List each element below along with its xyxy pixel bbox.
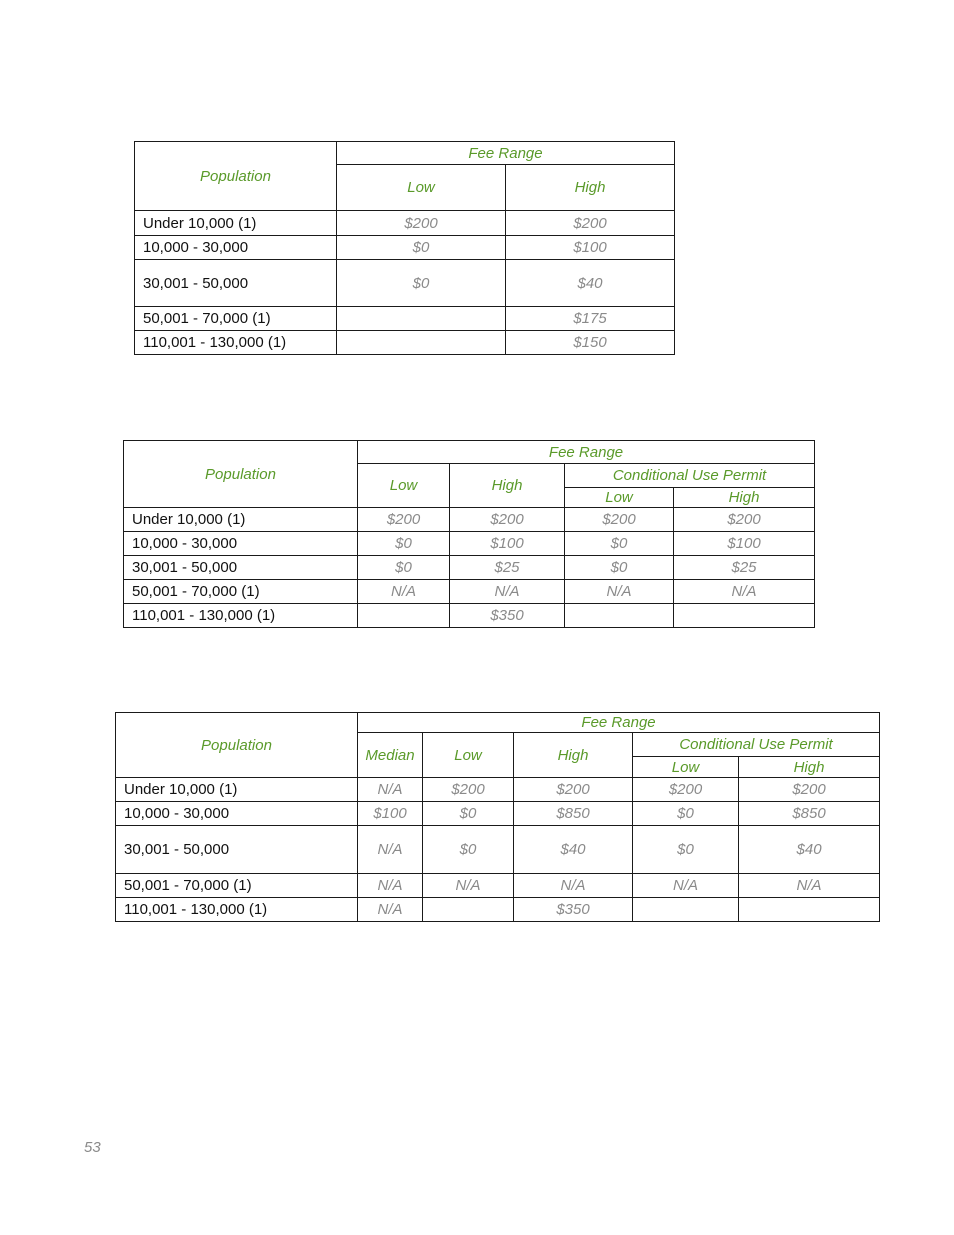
cup-high-value: $40 (739, 826, 880, 874)
table-row (124, 580, 815, 604)
low-value: N/A (423, 874, 514, 898)
fee-table-3 (115, 712, 880, 922)
low-value: $0 (358, 532, 450, 556)
cup-header: Conditional Use Permit (633, 733, 880, 757)
cup-high-value: $25 (674, 556, 815, 580)
cup-header: Conditional Use Permit (565, 464, 815, 488)
high-value: $150 (506, 331, 675, 355)
low-header: Low (337, 165, 506, 211)
low-value: $0 (358, 556, 450, 580)
cup-high-value (739, 898, 880, 922)
high-value: $175 (506, 307, 675, 331)
cup-high-header: High (674, 488, 815, 508)
cup-high-value (674, 604, 815, 628)
high-value: $200 (450, 508, 565, 532)
low-value: $200 (337, 211, 506, 236)
cup-high-value: N/A (674, 580, 815, 604)
row-label: 30,001 - 50,000 (116, 826, 358, 874)
cup-low-value: $0 (633, 826, 739, 874)
low-value: $0 (337, 260, 506, 307)
table-row (124, 556, 815, 580)
population-header: Population (135, 142, 337, 211)
population-header: Population (116, 713, 358, 778)
table-row (135, 331, 675, 355)
table-row (116, 778, 880, 802)
median-value: N/A (358, 826, 423, 874)
high-header: High (450, 464, 565, 508)
low-value: $0 (423, 802, 514, 826)
table-row (124, 508, 815, 532)
fee-range-header: Fee Range (358, 441, 815, 464)
row-label: 50,001 - 70,000 (1) (135, 307, 337, 331)
cup-low-value (633, 898, 739, 922)
row-label: 10,000 - 30,000 (135, 236, 337, 260)
high-value: $40 (506, 260, 675, 307)
row-label: 110,001 - 130,000 (1) (124, 604, 358, 628)
cup-high-value: $200 (674, 508, 815, 532)
row-label: 30,001 - 50,000 (124, 556, 358, 580)
cup-high-value: $850 (739, 802, 880, 826)
cup-low-value: $0 (565, 556, 674, 580)
cup-high-value: $100 (674, 532, 815, 556)
row-label: Under 10,000 (1) (116, 778, 358, 802)
row-label: 50,001 - 70,000 (1) (124, 580, 358, 604)
cup-low-value: $200 (633, 778, 739, 802)
fee-table-2 (123, 440, 815, 628)
cup-high-value: $200 (739, 778, 880, 802)
low-header: Low (358, 464, 450, 508)
high-value: $100 (450, 532, 565, 556)
high-value: $350 (450, 604, 565, 628)
high-value: $350 (514, 898, 633, 922)
low-value: $0 (423, 826, 514, 874)
median-header: Median (358, 733, 423, 778)
fee-table-1 (134, 141, 675, 355)
low-value (337, 307, 506, 331)
row-label: 10,000 - 30,000 (116, 802, 358, 826)
high-value: $200 (514, 778, 633, 802)
table-row (116, 826, 880, 874)
median-value: N/A (358, 898, 423, 922)
row-label: 50,001 - 70,000 (1) (116, 874, 358, 898)
high-value: $40 (514, 826, 633, 874)
cup-low-value: $0 (565, 532, 674, 556)
low-value: $200 (358, 508, 450, 532)
median-value: N/A (358, 874, 423, 898)
low-value (337, 331, 506, 355)
median-value: $100 (358, 802, 423, 826)
fee-range-header: Fee Range (358, 713, 880, 733)
table-row (116, 898, 880, 922)
fee-range-header: Fee Range (337, 142, 675, 165)
high-header: High (506, 165, 675, 211)
high-value: N/A (450, 580, 565, 604)
row-label: 110,001 - 130,000 (1) (135, 331, 337, 355)
high-value: $100 (506, 236, 675, 260)
low-header: Low (423, 733, 514, 778)
low-value: $200 (423, 778, 514, 802)
table-row (124, 532, 815, 556)
table-row (116, 802, 880, 826)
low-value: N/A (358, 580, 450, 604)
table-row (135, 260, 675, 307)
row-label: 10,000 - 30,000 (124, 532, 358, 556)
table-row (116, 874, 880, 898)
row-label: Under 10,000 (1) (135, 211, 337, 236)
population-header: Population (124, 441, 358, 508)
cup-low-value (565, 604, 674, 628)
cup-low-header: Low (633, 757, 739, 778)
row-label: Under 10,000 (1) (124, 508, 358, 532)
high-value: $200 (506, 211, 675, 236)
cup-low-value: N/A (565, 580, 674, 604)
high-value: $850 (514, 802, 633, 826)
table-row (135, 211, 675, 236)
cup-low-value: $200 (565, 508, 674, 532)
cup-low-value: $0 (633, 802, 739, 826)
row-label: 30,001 - 50,000 (135, 260, 337, 307)
table-row (135, 236, 675, 260)
low-value: $0 (337, 236, 506, 260)
cup-high-header: High (739, 757, 880, 778)
page-number: 53 (84, 1139, 101, 1156)
low-value (423, 898, 514, 922)
table-row (124, 604, 815, 628)
median-value: N/A (358, 778, 423, 802)
high-value: N/A (514, 874, 633, 898)
cup-low-value: N/A (633, 874, 739, 898)
high-value: $25 (450, 556, 565, 580)
table-row (135, 307, 675, 331)
cup-low-header: Low (565, 488, 674, 508)
low-value (358, 604, 450, 628)
row-label: 110,001 - 130,000 (1) (116, 898, 358, 922)
high-header: High (514, 733, 633, 778)
cup-high-value: N/A (739, 874, 880, 898)
